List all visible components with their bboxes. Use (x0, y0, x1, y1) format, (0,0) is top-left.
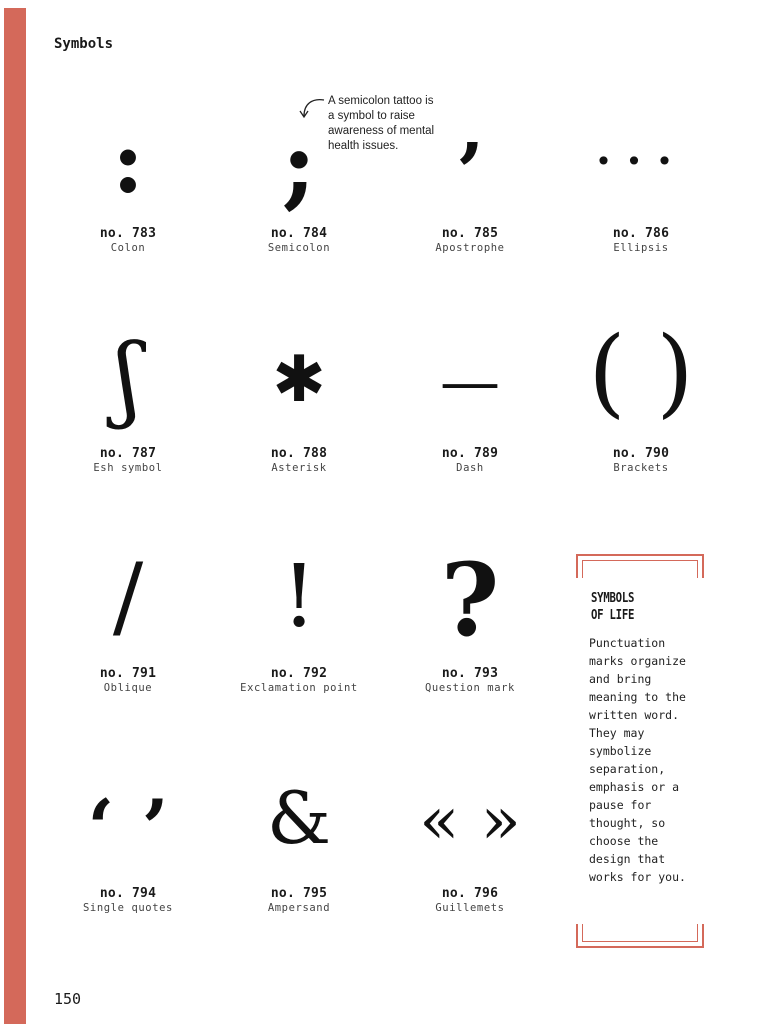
symbol-number: no. 786 (612, 226, 670, 241)
symbol-card-guillemets (390, 770, 550, 920)
sidebar-frame-top-inner (582, 560, 698, 578)
brackets-glyph: ( ) (588, 316, 694, 428)
symbol-card-single-quotes (48, 770, 208, 920)
symbol-name: Single quotes (83, 902, 173, 914)
oblique-glyph: / (112, 544, 144, 649)
symbol-name: Guillemets (435, 902, 505, 914)
exclamation-glyph: ! (281, 547, 317, 647)
page-number: 150 (54, 990, 82, 1008)
symbol-card-exclamation (219, 547, 379, 700)
symbol-number: no. 791 (99, 666, 157, 681)
sidebar-title (591, 590, 681, 624)
symbol-card-ellipsis (561, 110, 721, 260)
symbol-card-ampersand (219, 770, 379, 920)
symbol-number: no. 796 (441, 886, 499, 901)
guillemets-glyph: « » (419, 782, 521, 859)
symbol-name: Oblique (103, 682, 153, 694)
symbol-name: Esh symbol (93, 462, 163, 474)
question-mark-glyph: ? (440, 541, 500, 659)
symbol-number: no. 785 (441, 226, 499, 241)
symbol-card-oblique (48, 544, 208, 700)
single-quotes-glyph: ‘ ’ (87, 783, 169, 874)
colon-glyph: : (112, 112, 144, 213)
dash-glyph: — (440, 347, 500, 417)
symbol-number: no. 783 (99, 226, 157, 241)
sidebar-frame-bottom-inner (582, 924, 698, 942)
symbol-name: Exclamation point (240, 682, 358, 694)
sidebar-body-text: Punctuation marks organize and bring meaning to the written word. They may symbolize separation, emphasis or a pause for thought, so choose the design that works for you. (589, 636, 686, 884)
section-title: Symbols (54, 36, 114, 52)
symbol-number: no. 793 (441, 666, 499, 681)
symbol-name: Apostrophe (435, 242, 505, 254)
symbol-number: no. 787 (99, 446, 157, 461)
apostrophe-glyph: ’ (456, 125, 484, 219)
symbol-number: no. 792 (270, 666, 328, 681)
symbol-card-esh (48, 324, 208, 480)
esh-glyph: ʃ (115, 324, 141, 431)
symbol-name: Colon (110, 242, 146, 254)
symbol-card-asterisk (219, 330, 379, 480)
asterisk-glyph: ✱ (272, 343, 326, 417)
semicolon-glyph: ; (281, 110, 317, 220)
ampersand-glyph: & (266, 776, 332, 860)
sidebar-title-line-2: OF LIFE (591, 608, 635, 623)
symbol-name: Semicolon (267, 242, 331, 254)
ellipsis-glyph: ••• (595, 145, 687, 178)
symbol-name: Asterisk (271, 462, 327, 474)
symbol-name: Ellipsis (613, 242, 669, 254)
symbol-name: Brackets (613, 462, 669, 474)
symbol-name: Question mark (425, 682, 515, 694)
symbol-number: no. 788 (270, 446, 328, 461)
symbol-number: no. 784 (270, 226, 328, 241)
symbol-number: no. 794 (99, 886, 157, 901)
symbol-number: no. 790 (612, 446, 670, 461)
callout-arrow-icon (298, 96, 328, 122)
symbols-of-life-sidebar (576, 554, 704, 948)
symbol-card-apostrophe (390, 110, 550, 260)
symbol-name: Dash (456, 462, 484, 474)
sidebar-title-line-1: SYMBOLS (591, 591, 635, 606)
symbol-card-brackets (561, 316, 721, 480)
symbol-card-question (390, 541, 550, 700)
symbol-number: no. 795 (270, 886, 328, 901)
symbol-number: no. 789 (441, 446, 499, 461)
semicolon-callout-note: A semicolon tattoo is a symbol to raise awareness of mental health issues. (328, 95, 435, 152)
symbol-card-dash (390, 330, 550, 480)
symbol-name: Ampersand (267, 902, 331, 914)
red-spine-bar (4, 8, 26, 1024)
symbol-card-colon (48, 110, 208, 260)
